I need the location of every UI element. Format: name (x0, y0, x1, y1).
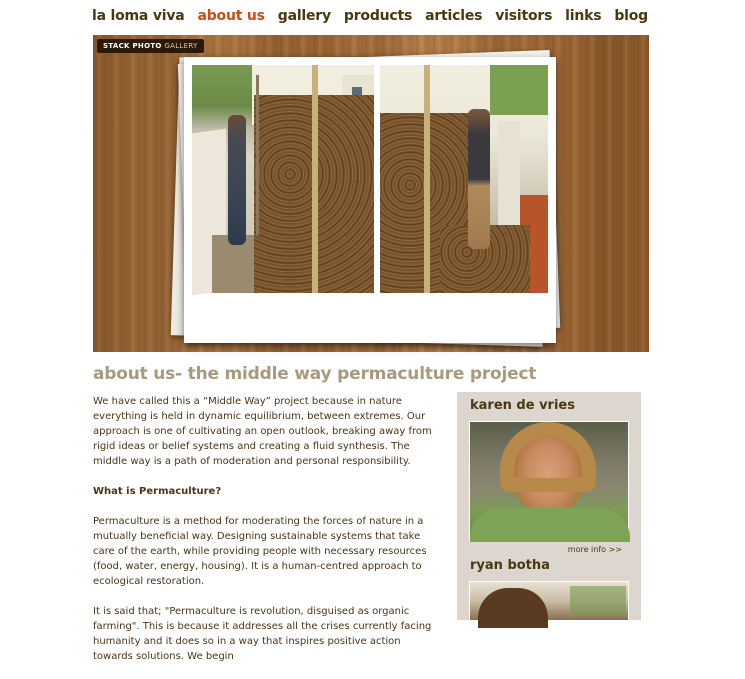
nav-visitors[interactable]: visitors (495, 8, 553, 24)
nav-links[interactable]: links (565, 8, 602, 24)
permaculture-paragraph: Permaculture is a method for moderating the forces of nature in a mutually beneficial way. Designing sustainable systems that take care of the earth, while providing people with necessary resources (food, water, energy, housing). It is a human-centred approach to ecological restoration. (93, 516, 427, 587)
more-info-link[interactable]: more info >> (567, 545, 622, 554)
nav-blog[interactable]: blog (614, 8, 648, 24)
member-photo-karen[interactable] (469, 421, 629, 541)
member-name-karen: karen de vries (470, 398, 575, 413)
intro-paragraph: We have called this a “Middle Way” project because in nature everything is held in dynamic equilibrium, between extremes. Our approach is one of cultivating an open outlook, breaking away from rigid ideas or belief systems and creating a fluid synthesis. The middle way is a path of moderation and personal responsibility. (93, 396, 432, 467)
gallery-photo-woodpile-woman (380, 65, 548, 293)
nav-products[interactable]: products (343, 8, 413, 24)
revolution-paragraph: It is said that; "Permaculture is revolution, disguised as organic farming". This is because it addresses all the crises currently facing humanity and it does so in a way that inspires positive action towards solutions. We begin (93, 606, 432, 662)
main-content (93, 394, 438, 679)
nav-articles[interactable]: articles (425, 8, 483, 24)
gallery-badge: STACK PHOTO GALLERY (97, 39, 204, 53)
page-title: about us- the middle way permaculture project (93, 364, 537, 384)
section-heading-permaculture: What is Permaculture? (93, 486, 222, 497)
nav-gallery[interactable]: gallery (277, 8, 331, 24)
gallery-photo-woodpile-man (192, 65, 374, 293)
stack-photo-gallery[interactable] (93, 35, 649, 352)
nav-home[interactable]: la loma viva (92, 8, 185, 24)
main-nav (92, 5, 648, 27)
gallery-photo-card[interactable] (184, 57, 556, 343)
member-name-ryan: ryan botha (470, 558, 550, 573)
nav-about-us[interactable]: about us (197, 8, 265, 24)
team-sidebar (457, 392, 641, 620)
member-photo-ryan[interactable] (469, 581, 629, 620)
